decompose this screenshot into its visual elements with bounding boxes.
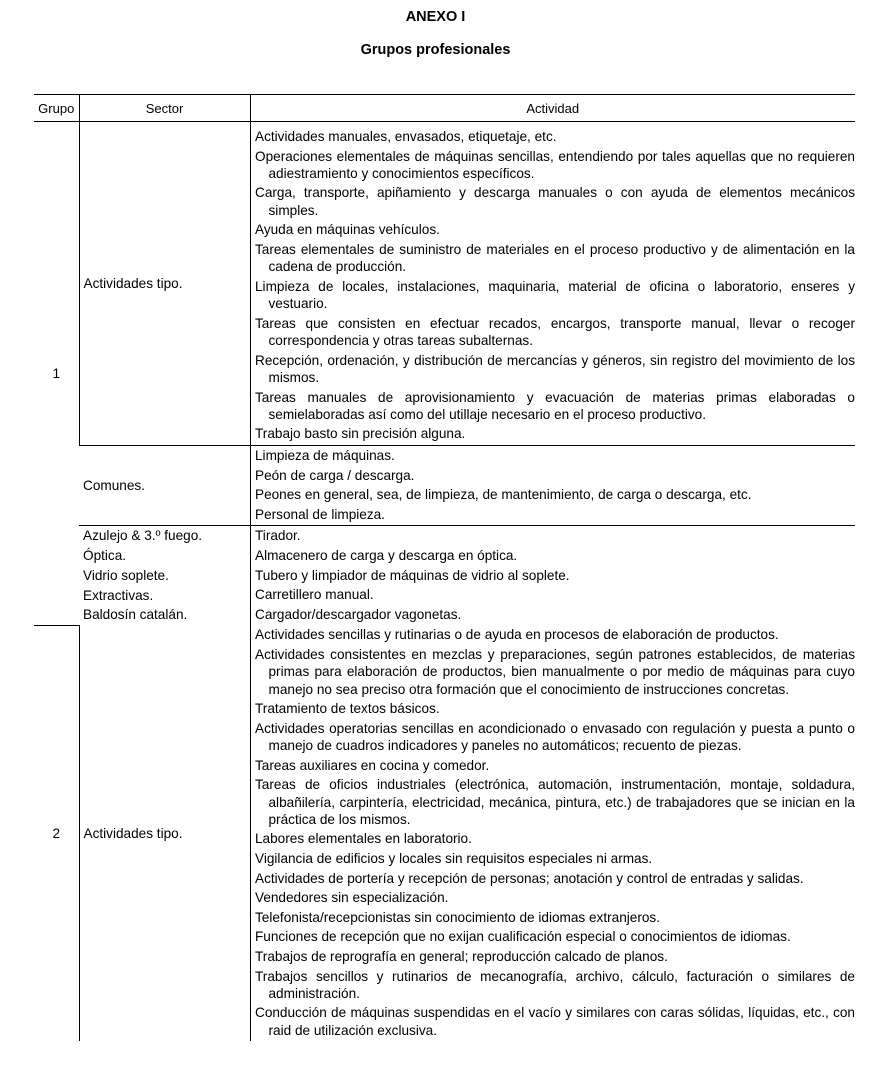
sector-label: Vidrio soplete. (83, 567, 169, 583)
activity-item: Trabajos sencillos y rutinarios de mecanografía, archivo, cálculo, facturación o similares de administración. (255, 968, 855, 1001)
sector-cell (79, 625, 250, 1041)
activity-item: Ayuda en máquinas vehículos. (255, 222, 440, 238)
table-body (34, 122, 855, 1042)
sector-cell (79, 526, 250, 625)
activity-item: Trabajos de reprografía en general; reproducción calcado de planos. (255, 948, 668, 964)
activity-item: Tubero y limpiador de máquinas de vidrio al soplete. (255, 567, 570, 583)
activity-item: Actividades consistentes en mezclas y preparaciones, según patrones establecidos, de materias primas para elaboración de productos, bien manualmente o por medio de máquinas para cuyo manejo no sea preciso otra formación que el conocimiento de instrucciones concretas. (255, 646, 855, 697)
activity-item: Actividades de portería y recepción de personas; anotación y control de entradas y salidas. (255, 870, 804, 886)
activity-item: Tareas de oficios industriales (electrónica, automación, instrumentación, montaje, soldadura, albañilería, carpintería, electricidad, mecánica, pintura, etc.) de trabajadores que se inician en la práctica de los mismos. (255, 777, 855, 827)
actividad-cell (250, 122, 855, 446)
activity-item: Labores elementales en laboratorio. (255, 831, 472, 847)
sector-label: Actividades tipo. (83, 825, 183, 841)
actividad-cell (250, 625, 855, 1041)
activity-item: Actividades operatorias sencillas en acondicionado o envasado con regulación y puesta a punto o manejo de cuadros indicadores y paneles no automáticos; recuento de piezas. (255, 720, 855, 754)
sector-cell (79, 122, 250, 446)
sector-label: Extractivas. (83, 587, 154, 603)
activity-item: Tirador. (255, 528, 301, 544)
table-row (34, 526, 855, 625)
professional-groups-table (34, 94, 855, 1041)
table-row (34, 446, 855, 526)
table-row (34, 625, 855, 1041)
document-subtitle: Grupos profesionales (360, 42, 511, 58)
activity-item: Almacenero de carga y descarga en óptica. (255, 547, 518, 563)
table-header-row (34, 95, 855, 122)
activity-item: Actividades sencillas y rutinarias o de ayuda en procesos de elaboración de productos. (255, 627, 779, 643)
activity-item: Actividades manuales, envasados, etiquetaje, etc. (255, 129, 557, 144)
actividad-cell (250, 446, 855, 526)
grupo-cell: 1 (34, 122, 79, 626)
activity-item: Telefonista/recepcionistas sin conocimiento de idiomas extranjeros. (255, 909, 660, 925)
activity-item: Operaciones elementales de máquinas sencillas, entendiendo por tales aquellas que no requieren adiestramiento y conocimientos específicos. (255, 148, 855, 181)
activity-item: Peón de carga / descarga. (255, 467, 415, 483)
activity-item: Tareas manuales de aprovisionamiento y evacuación de materias primas elaboradas o semielaboradas así como del utillaje necesario en el proceso productivo. (255, 389, 855, 422)
sector-label: Baldosín catalán. (83, 607, 188, 623)
grupo-cell: 2 (34, 625, 79, 1041)
activity-item: Carga, transporte, apiñamiento y descarga manuales o con ayuda de elementos mecánicos simples. (255, 185, 855, 218)
activity-item: Tareas auxiliares en cocina y comedor. (255, 757, 490, 773)
sector-label: Óptica. (83, 548, 127, 564)
activity-item: Carretillero manual. (255, 587, 374, 603)
activity-item: Limpieza de locales, instalaciones, maquinaria, material de oficina o laboratorio, enseres y vestuario. (255, 278, 855, 312)
activity-item: Tareas que consisten en efectuar recados, encargos, transporte manual, llevar o recoger correspondencia y otras tareas subalternas. (255, 315, 855, 349)
activity-item: Limpieza de máquinas. (255, 448, 395, 464)
activity-item: Tratamiento de textos básicos. (255, 701, 440, 717)
activity-item: Personal de limpieza. (255, 506, 385, 522)
activity-item: Funciones de recepción que no exijan cualificación especial o conocimientos de idiomas. (255, 929, 791, 945)
activity-item: Peones en general, sea, de limpieza, de mantenimiento, de carga o descarga, etc. (255, 487, 752, 503)
sector-cell (79, 446, 250, 526)
activity-item: Cargador/descargador vagonetas. (255, 606, 462, 622)
activity-item: Trabajo basto sin precisión alguna. (255, 426, 466, 442)
actividad-cell (250, 526, 855, 625)
activity-item: Tareas elementales de suministro de materiales en el proceso productivo y de alimentación en la cadena de producción. (255, 241, 855, 275)
activity-item: Conducción de máquinas suspendidas en el vacío y similares con caras sólidas, líquidas, etc., con raid de utilización exclusiva. (255, 1005, 855, 1038)
activity-item: Vendedores sin especialización. (255, 890, 449, 906)
sector-label: Comunes. (83, 477, 145, 493)
sector-label: Azulejo & 3.º fuego. (83, 528, 203, 544)
document-title: ANEXO I (405, 9, 466, 25)
header-grupo: Grupo (34, 95, 79, 122)
activity-item: Vigilancia de edificios y locales sin requisitos especiales ni armas. (255, 851, 653, 866)
activity-item: Recepción, ordenación, y distribución de mercancías y géneros, sin registro del movimiento de los mismos. (255, 352, 855, 385)
sector-label: Actividades tipo. (83, 275, 183, 291)
header-sector: Sector (79, 95, 250, 122)
table-row (34, 122, 855, 446)
header-actividad: Actividad (250, 95, 855, 122)
